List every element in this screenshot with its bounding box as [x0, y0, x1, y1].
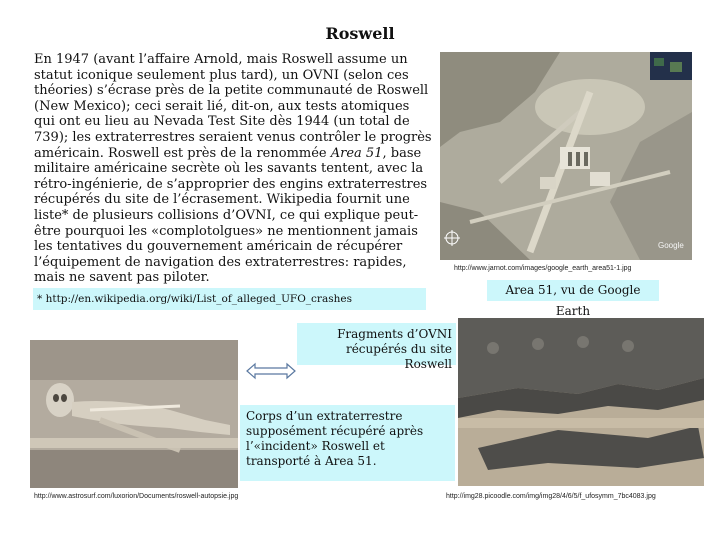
alien-body-photo — [30, 340, 238, 488]
footnote-reference[interactable]: * http://en.wikipedia.org/wiki/List_of_alleged_UFO_crashes — [33, 288, 426, 310]
alien-image-url[interactable]: http://www.astrosurf.com/luxorion/Documents/roswell-autopsie.jpg — [34, 493, 239, 500]
fragments-image-url[interactable]: http://img28.picoodle.com/img/img28/4/6/5/f_ufosymm_7bc4083.jpg — [446, 493, 656, 500]
main-paragraph — [34, 52, 432, 286]
alien-caption: Corps d’un extraterrestre supposément récupéré après l’«incident» Roswell et transporté à Area 51. — [240, 405, 455, 481]
earth-image-url[interactable]: http://www.jarnot.com/images/google_earth_area51-1.jpg — [454, 265, 632, 272]
google-earth-photo — [440, 52, 692, 260]
double-arrow-icon — [246, 362, 296, 380]
ufo-fragments-photo — [458, 318, 704, 486]
page-title: Roswell — [325, 24, 395, 43]
paragraph-part-2: , base militaire américaine secrète où les savants tentent, avec la rétro-ingénierie, de s’approprier des engins extraterrestres récupérés du site de l’écrasement. Wikipedia fournit une liste* de plusieurs collisions d’OVNI, ce qui explique peut-être pourquoi les «complotolgues» ne mentionnent jamais les tentatives du gouvernement américain de récupérer l’équipement de navigation des extraterrestres: rapides, mais ne savent pas piloter. — [34, 145, 428, 286]
paragraph-emphasis: Area 51 — [330, 145, 383, 161]
paragraph-part-1: En 1947 (avant l’affaire Arnold, mais Roswell assume un statut iconique seulement plus tard), un OVNI (selon ces théories) s’écrase près de la petite communauté de Roswell (New Mexico); ceci serait lié, dit-on, aux tests atomiques qui ont eu lieu au Nevada Test Site dès 1944 (un total de 739); les extraterrestres seraient venus contrôler le progrès américain. Roswell est près de la renommée — [34, 52, 432, 161]
fragments-caption: Fragments d’OVNI récupérés du site Roswell — [297, 323, 456, 365]
earth-caption: Area 51, vu de Google Earth — [487, 280, 659, 301]
google-watermark: Google — [658, 241, 684, 250]
